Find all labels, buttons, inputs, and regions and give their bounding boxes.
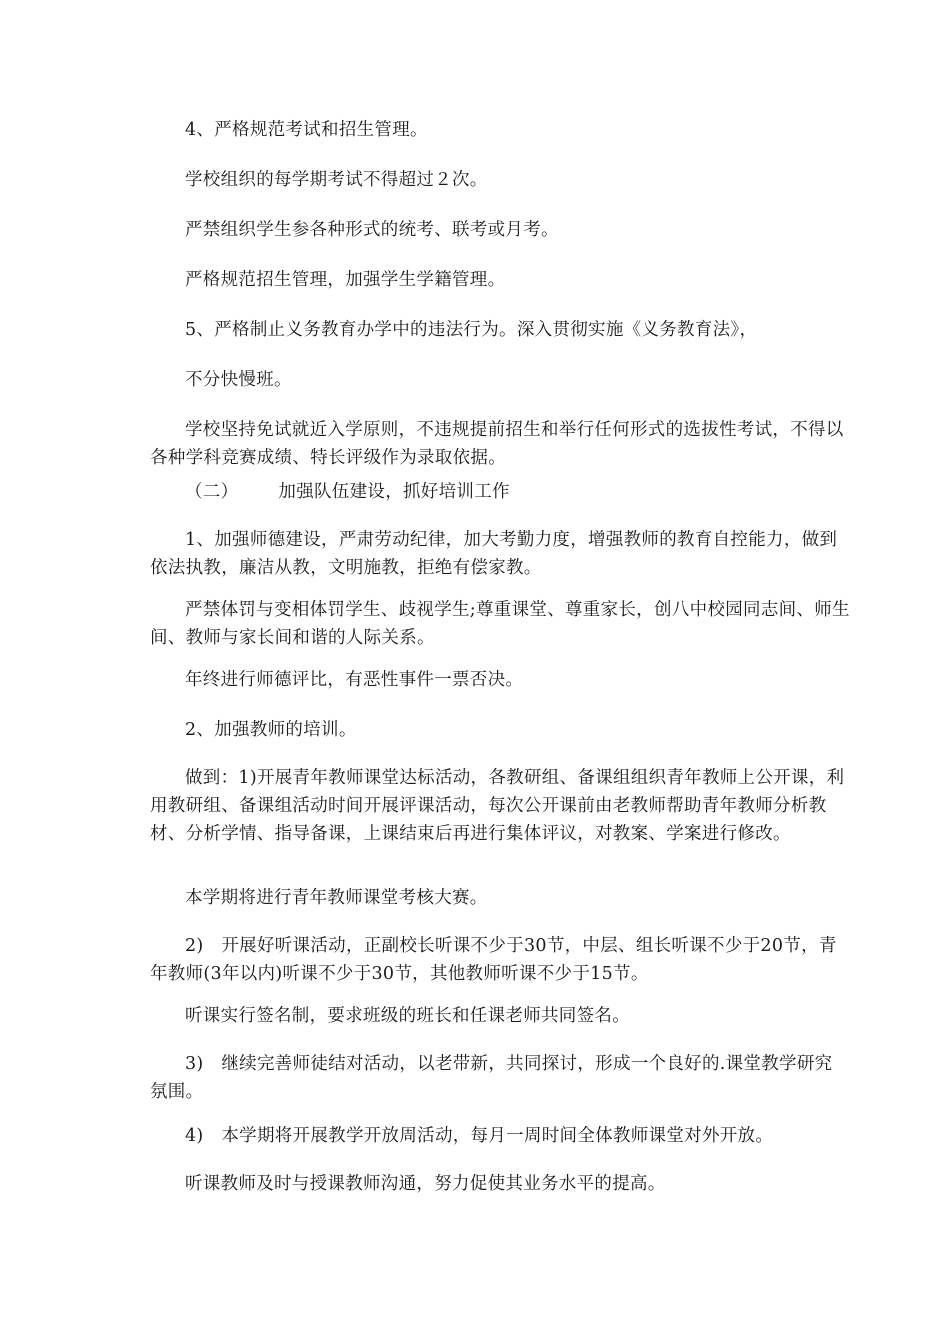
section-heading — [150, 478, 850, 506]
paragraph: 3) 继续完善师徒结对活动，以老带新，共同探讨，形成一个良好的.课堂教学研究氛围。 — [150, 1054, 833, 1102]
paragraph: 本学期将进行青年教师课堂考核大赛。 — [185, 888, 488, 908]
paragraph: 学校组织的每学期考试不得超过２次。 — [185, 170, 488, 190]
paragraph: 1、加强师德建设，严肃劳动纪律，加大考勤力度，增强教师的教育自控能力，做到依法执教，廉洁从教，文明施教，拒绝有偿家教。 — [150, 530, 838, 578]
paragraph: 年终进行师德评比，有恶性事件一票否决。 — [185, 670, 524, 690]
paragraph: 2) 开展好听课活动，正副校长听课不少于30节，中层、组长听课不少于20节，青年教师(3年以内)听课不少于30节，其他教师听课不少于15节。 — [150, 936, 837, 984]
paragraph: 5、严格制止义务教育办学中的违法行为。深入贯彻实施《义务教育法》， — [185, 320, 758, 340]
paragraph: 不分快慢班。 — [185, 370, 292, 390]
section-heading-title: 加强队伍建设，抓好培训工作 — [278, 482, 510, 502]
paragraph: 听课教师及时与授课教师沟通，努力促使其业务水平的提高。 — [185, 1174, 666, 1194]
paragraph: 听课实行签名制，要求班级的班长和任课老师共同签名。 — [185, 1006, 630, 1026]
paragraph: 做到：1)开展青年教师课堂达标活动，各教研组、备课组组织青年教师上公开课，利用教研组、备课组活动时间开展评课活动，每次公开课前由老教师帮助青年教师分析教材、分析学情、指导备课，上课结束后再进行集体评议，对教案、学案进行修改。 — [150, 768, 845, 844]
paragraph: 严禁体罚与变相体罚学生、歧视学生;尊重课堂、尊重家长，创八中校园同志间、师生间、教师与家长间和谐的人际关系。 — [150, 600, 850, 648]
paragraph: 严禁组织学生参各种形式的统考、联考或月考。 — [185, 220, 559, 240]
paragraph: 2、加强教师的培训。 — [185, 720, 357, 740]
paragraph: 严格规范招生管理，加强学生学籍管理。 — [185, 270, 506, 290]
paragraph: 4、严格规范考试和招生管理。 — [185, 120, 428, 140]
paragraph: 4) 本学期将开展教学开放周活动，每月一周时间全体教师课堂对外开放。 — [185, 1126, 774, 1146]
paragraph: 学校坚持免试就近入学原则，不违规提前招生和举行任何形式的选拔性考试，不得以各种学科竞赛成绩、特长评级作为录取依据。 — [150, 420, 844, 468]
section-heading-number: （二） — [185, 482, 239, 502]
